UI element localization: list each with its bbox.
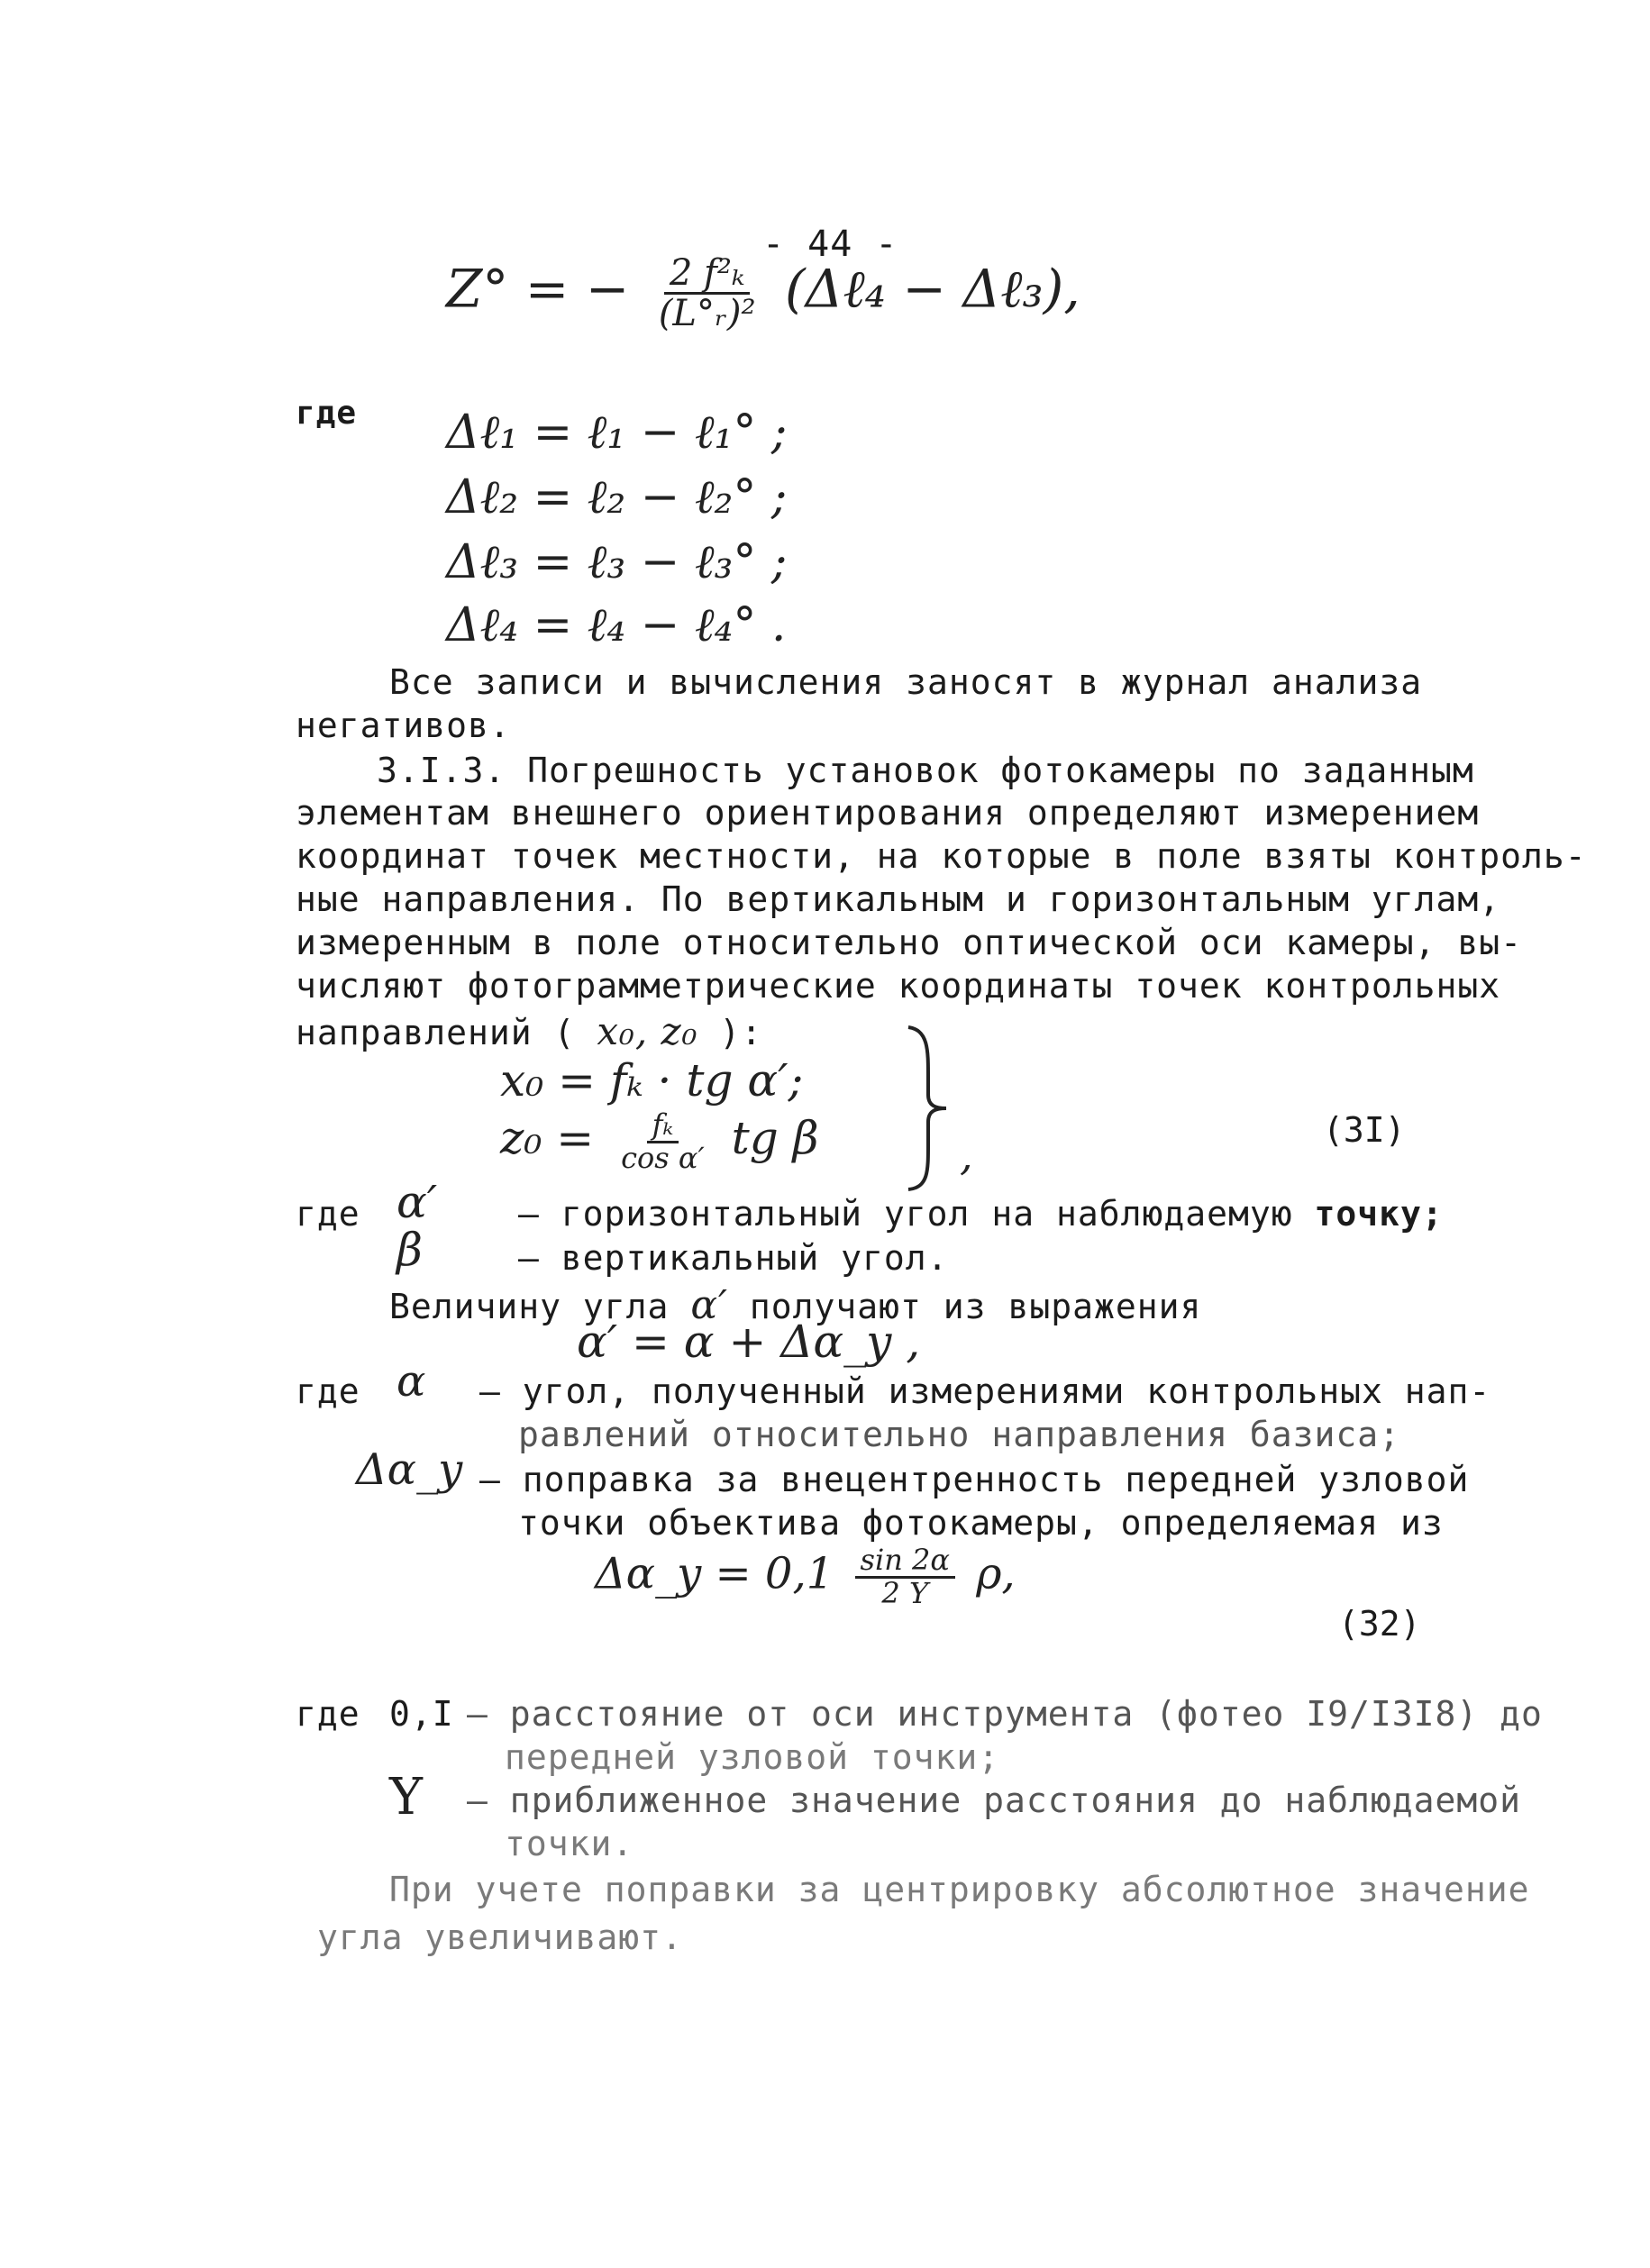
beta-symbol: β	[397, 1224, 423, 1276]
dalpha-desc-line2: точки объектива фотокамеры, определяемая из	[518, 1503, 1444, 1543]
eq31-number: (3I)	[1323, 1110, 1406, 1150]
para2-line4: ные направления. По вертикальным и горизонтальным углам,	[296, 879, 1501, 919]
formula-top-numerator: 2 f²ₖ	[664, 254, 751, 295]
formula-top-lhs: Z° =	[446, 258, 570, 320]
eq-alpha: α′ = α + Δα_y ,	[577, 1316, 921, 1368]
eq32-denominator: 2 Y	[881, 1575, 929, 1610]
delta-line-2: Δℓ₂ = ℓ₂ − ℓ₂° ;	[446, 470, 788, 524]
para2-line5: измеренным в поле относительно оптической оси камеры, вы-	[296, 923, 1523, 962]
para2-line1: 3.I.3. Погрешность установок фотокамеры по заданным	[377, 751, 1474, 790]
eq31-line1: x₀ = fₖ · tg α′;	[500, 1054, 804, 1107]
para2-line3: координат точек местности, на которые в поле взяты контроль-	[296, 836, 1587, 876]
delta-line-4: Δℓ₄ = ℓ₄ − ℓ₄° .	[446, 598, 787, 652]
para3-tail: получают из выражения	[749, 1287, 1202, 1326]
para3-symbol: α′	[690, 1282, 729, 1328]
eq31-line2	[500, 1107, 819, 1175]
y-symbol: Y	[389, 1768, 423, 1826]
eq32-number: (32)	[1338, 1604, 1421, 1644]
eq32-fraction	[855, 1545, 955, 1608]
para2-line7-text: направлений (	[296, 1013, 576, 1052]
para1-line1: Все записи и вычисления заносят в журнал анализа	[389, 662, 1423, 702]
para2-line6: числяют фотограмметрические координаты точек контрольных	[296, 966, 1501, 1006]
para2-line2: элементам внешнего ориентирования определяют измерением	[296, 793, 1480, 833]
alpha-prime-desc-bold: точку;	[1314, 1194, 1444, 1234]
alpha-prime-desc-text: – горизонтальный угол на наблюдаемую	[518, 1194, 1293, 1234]
where-label-1: где	[296, 395, 358, 432]
formula-top	[446, 254, 1080, 332]
where-label-3: где	[296, 1371, 360, 1411]
delta-line-1: Δℓ₁ = ℓ₁ − ℓ₁° ;	[446, 405, 788, 460]
eq32	[595, 1545, 1016, 1608]
zero-one-value: 0,I	[389, 1694, 454, 1734]
where-label-2: где	[296, 1194, 360, 1234]
formula-top-rhs: (Δℓ₄ − Δℓ₃),	[784, 258, 1080, 320]
eq31-comma: ,	[960, 1131, 973, 1180]
beta-desc: – вертикальный угол.	[518, 1238, 949, 1278]
para1-line2: негативов.	[296, 706, 511, 745]
para2-coords: x₀, z₀	[597, 1009, 698, 1053]
para3-text: Величину угла	[389, 1287, 670, 1326]
zero-one-desc-line2: передней узловой точки;	[505, 1737, 1000, 1777]
formula-top-fraction	[653, 254, 761, 332]
page-number: - 44 -	[762, 223, 898, 265]
alpha-prime-symbol: α′	[397, 1176, 438, 1228]
alpha-desc-line1: – угол, полученный измерениями контрольных нап-	[479, 1371, 1491, 1411]
para2-line7	[296, 1009, 762, 1053]
para2-close: ):	[719, 1013, 763, 1052]
formula-top-minus: −	[585, 258, 630, 320]
dalpha-symbol: Δα_y	[356, 1444, 463, 1495]
zero-one-desc-line1: – расстояние от оси инструмента (фотео I9/I3I8) до	[467, 1694, 1543, 1734]
eq31-line2-rhs: tg β	[731, 1112, 819, 1165]
eq31-fraction	[615, 1107, 710, 1175]
final-line2: угла увеличивают.	[317, 1917, 683, 1957]
eq31-denominator: cos α′	[621, 1140, 705, 1175]
eq32-lhs: Δα_y = 0,1	[595, 1548, 834, 1599]
formula-top-denominator: (L°ᵣ)²	[658, 293, 756, 334]
final-line1: При учете поправки за центрировку абсолютное значение	[389, 1870, 1530, 1909]
y-desc-line2: точки.	[505, 1824, 634, 1863]
eq31-line2-lhs: z₀ =	[500, 1112, 595, 1165]
alpha-symbol: α	[397, 1356, 426, 1407]
eq32-rhs: ρ,	[976, 1548, 1016, 1599]
where-label-4: где	[296, 1694, 360, 1734]
eq31-brace	[901, 1023, 955, 1194]
delta-line-3: Δℓ₃ = ℓ₃ − ℓ₃° ;	[446, 535, 788, 589]
alpha-desc-line2: равлений относительно направления базиса;	[518, 1415, 1400, 1454]
eq31-numerator: fₖ	[647, 1110, 679, 1143]
eq32-numerator: sin 2α	[855, 1545, 955, 1579]
alpha-prime-desc	[518, 1194, 1444, 1234]
dalpha-desc-line1: – поправка за внецентренность передней узловой	[479, 1460, 1470, 1499]
y-desc-line1: – приближенное значение расстояния до наблюдаемой	[467, 1781, 1522, 1820]
